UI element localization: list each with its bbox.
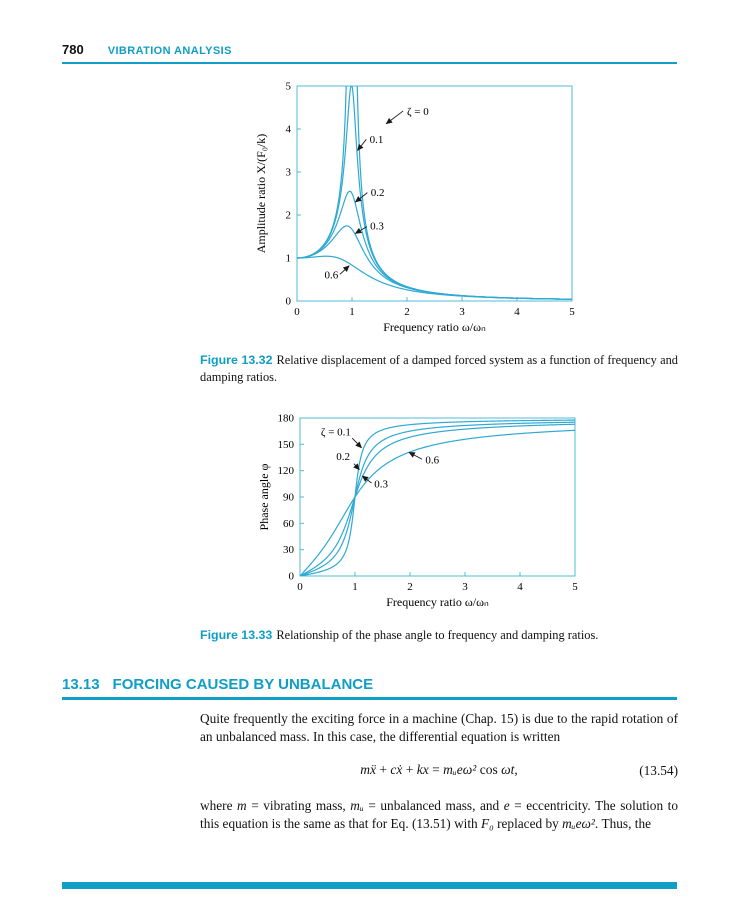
text-run: replaced by [493,815,563,831]
x-tick-label: 0 [294,306,300,318]
body-paragraph-1: Quite frequently the exciting force in a machine (Chap. 15) is due to the rapid rotation of an unbalanced mass. In this case, the differential equation is written [200,711,678,744]
math-variable: m [237,798,247,813]
annotation-arrow [409,452,422,459]
text-run: where [200,798,238,813]
figure-13-33 [250,408,590,625]
y-axis-label: Amplitude ratio X/(F₀/k) [254,133,268,254]
text-run: + [375,762,391,777]
x-tick-label: 5 [569,306,575,318]
text-run: = unbalanced mass, and [363,798,504,813]
curve-label: 0.2 [370,187,385,200]
footer-bar [62,882,677,889]
section-heading-row [62,676,677,693]
x-tick-label: 5 [572,581,578,593]
text-run: + [402,762,417,777]
curve-ζ = 0.3 [300,424,575,576]
curve-ζ = 0.3 [297,226,572,299]
x-tick-label: 0 [297,581,303,593]
equation-body [360,762,518,778]
figure-13-33-caption [200,627,678,644]
math-variable: e [503,798,510,813]
curve-ζ = 0.2 [300,422,575,576]
text-run: , [514,762,518,777]
page-header [62,42,677,64]
math-variable: cẋ [390,762,403,777]
x-tick-label: 1 [349,306,355,318]
figure-label: Figure 13.32 [200,353,273,367]
section-number: 13.13 [62,676,100,693]
y-tick-label: 0 [288,570,294,583]
x-tick-label: 2 [404,306,410,318]
y-tick-label: 60 [283,517,294,530]
running-head: VIBRATION ANALYSIS [107,45,232,57]
section-heading-13-13 [62,676,677,700]
math-variable: F₀ [481,815,494,831]
curve-label: 0.3 [374,478,388,491]
y-tick-label: 2 [285,209,291,222]
figure-label: Figure 13.33 [200,628,273,642]
header-rule [62,62,677,64]
x-axis-label: Frequency ratio ω/ωₙ [386,595,489,609]
plot-frame [297,86,572,301]
section-rule [62,697,677,700]
curve-label: ζ = 0 [407,106,429,119]
annotation-arrow [352,438,361,448]
math-variable: kx [416,762,429,777]
x-tick-label: 4 [517,581,523,593]
y-tick-label: 180 [277,412,294,425]
y-tick-label: 5 [285,80,291,93]
y-tick-label: 120 [277,465,294,478]
math-variable: mᵤeω² [443,762,477,777]
caption-text: Relative displacement of a damped forced system as a function of frequency and damping ratios. [200,353,679,384]
math-variable: mᵤ [350,798,364,813]
x-axis-label: Frequency ratio ω/ωₙ [383,320,486,334]
math-variable: mᵤeω² [562,815,595,831]
x-tick-label: 2 [407,581,413,593]
x-tick-label: 1 [352,581,358,593]
y-tick-label: 0 [285,295,291,308]
curve-label: ζ = 0.1 [320,426,351,439]
curve-label: 0.3 [370,220,384,233]
caption-text: Relationship of the phase angle to frequency and damping ratios. [276,628,599,642]
curve-label: 0.6 [425,454,440,467]
amplitude-ratio-chart [247,78,587,350]
y-tick-label: 4 [285,123,291,136]
y-tick-label: 3 [285,166,291,179]
curve-ζ = 0.1 [300,420,575,576]
y-tick-label: 1 [285,252,291,265]
annotation-arrow [340,266,349,275]
math-variable: mẍ [360,762,376,777]
annotation-arrow [386,111,403,124]
y-axis-label: Phase angle φ [257,463,271,531]
curve-label: 0.6 [324,269,339,282]
curve-label: 0.1 [369,133,384,146]
y-tick-label: 90 [283,491,294,504]
figure-13-32 [247,78,587,355]
text-run: = [428,762,444,777]
curve-ζ = 0 [297,78,572,299]
text-run: = eccentricity. The solution to this equation is the same as that for Eq. (13.51) with [200,798,679,831]
y-tick-label: 30 [283,544,294,557]
phase-angle-chart [250,408,590,620]
y-tick-label: 150 [277,438,294,451]
page-number: 780 [62,42,84,57]
equation-13-54 [200,762,678,778]
body-paragraph-2 [200,797,678,833]
curve-ζ = 0.1 [297,85,572,299]
x-tick-label: 3 [459,306,465,318]
header-row [62,42,677,57]
section-title: FORCING CAUSED BY UNBALANCE [112,676,374,693]
plot-frame [300,418,575,576]
text-run: . Thus, the [594,815,651,831]
text-run: = vibrating mass, [246,798,351,813]
figure-13-32-caption [200,352,678,385]
x-tick-label: 4 [514,306,520,318]
curve-label: 0.2 [336,451,351,464]
equation-number: (13.54) [639,763,678,778]
text-run: cos [476,762,502,777]
math-variable: ωt [501,762,515,777]
x-tick-label: 3 [462,581,468,593]
